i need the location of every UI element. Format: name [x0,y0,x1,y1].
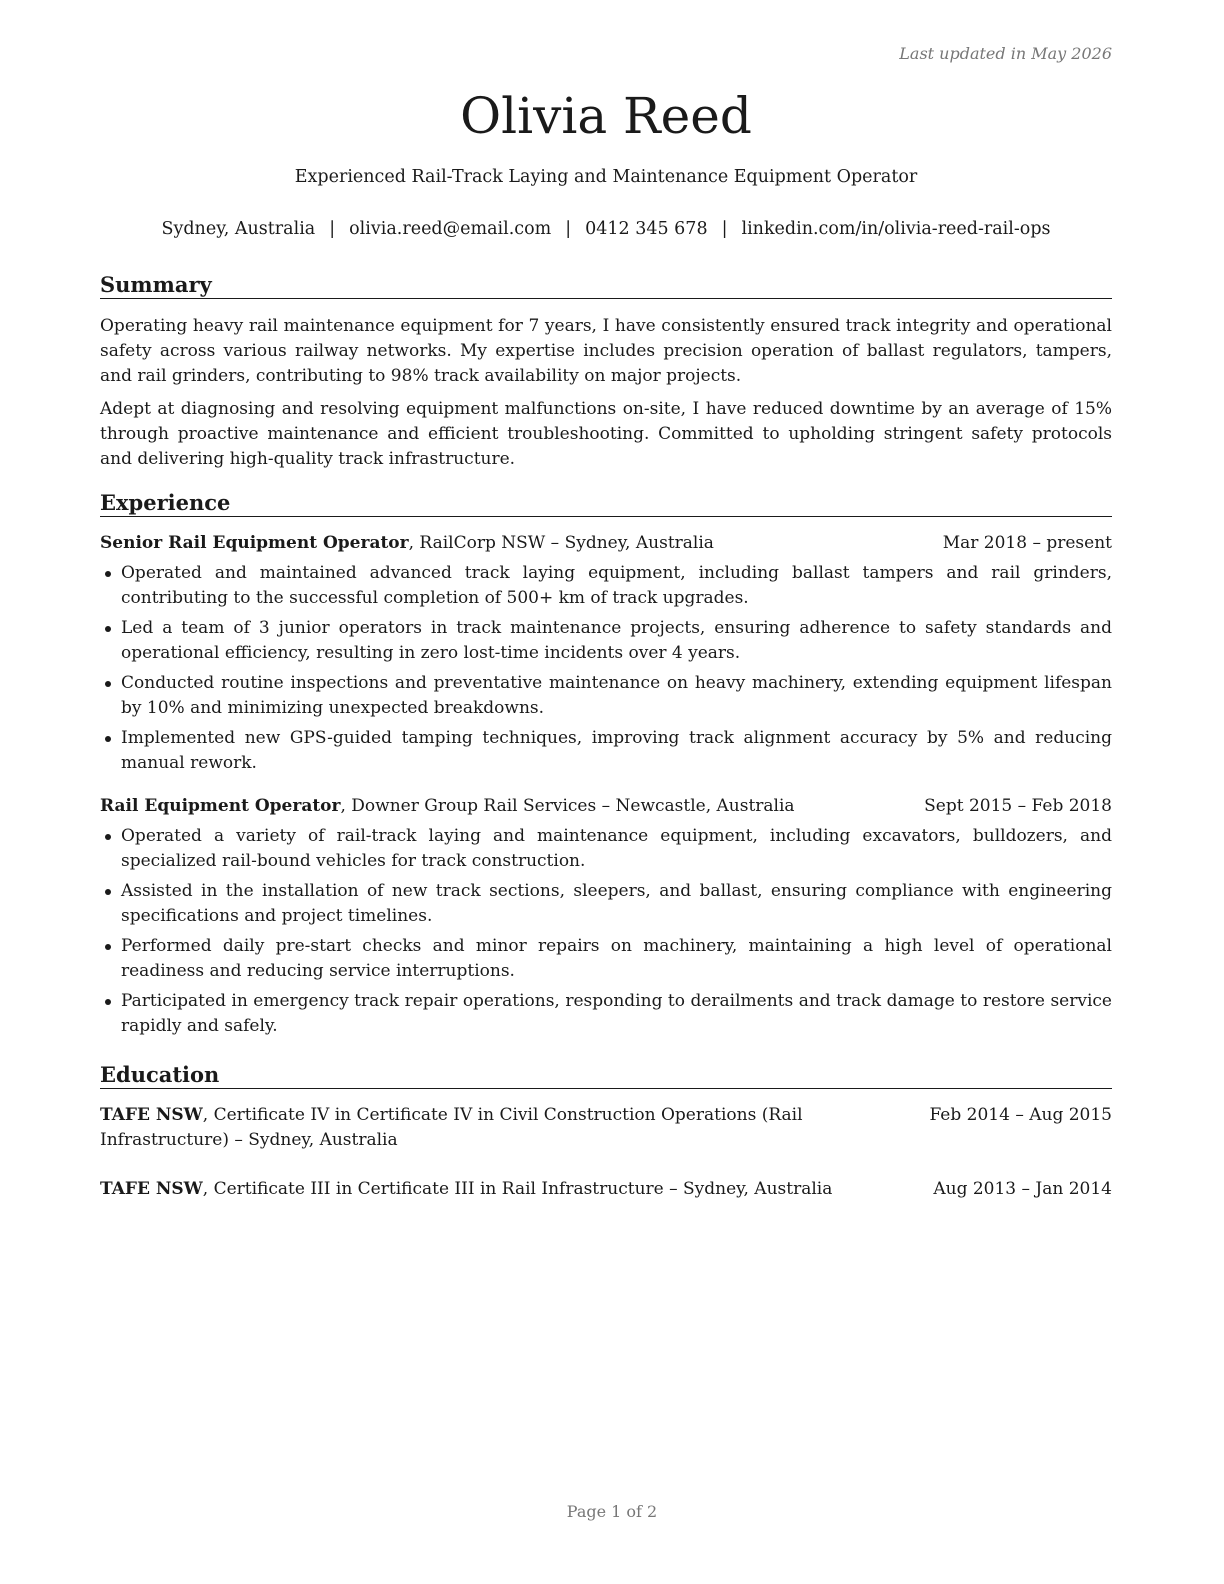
summary-section [100,272,1112,472]
contact-separator: | [329,219,336,239]
education-dates: Feb 2014 – Aug 2015 [929,1105,1112,1125]
bullet-dot-icon [105,626,111,632]
job-role: Rail Equipment Operator [100,796,341,816]
education-detail: , Certificate III in Certificate III in Rail Infrastructure – Sydney, Australia [202,1179,833,1199]
candidate-headline: Experienced Rail-Track Laying and Maintenance Equipment Operator [294,167,918,187]
bullet-dot-icon [105,571,111,577]
job-role: Senior Rail Equipment Operator [100,533,409,553]
bullet-item [100,824,1112,874]
contact-email[interactable]: olivia.reed@email.com [349,219,552,239]
contact-line [100,219,1112,239]
contact-location: Sydney, Australia [161,219,316,239]
section-title-experience: Experience [100,490,1112,517]
job-entry [100,794,1112,1039]
page-number: Page 1 of 2 [566,1502,658,1521]
contact-linkedin[interactable]: linkedin.com/in/olivia-reed-rail-ops [741,219,1051,239]
bullet-dot-icon [105,889,111,895]
job-header [100,794,1112,819]
bullet-item [100,934,1112,984]
education-school: TAFE NSW [100,1105,203,1125]
last-updated-note: Last updated in May 2026 [899,44,1112,63]
job-dates: Sept 2015 – Feb 2018 [924,796,1112,816]
job-dates: Mar 2018 – present [942,533,1112,553]
job-bullets [100,561,1112,776]
section-title-summary: Summary [100,272,1112,299]
bullet-text: Performed daily pre-start checks and minor repairs on machinery, maintaining a high level of operational readiness and reducing service interruptions. [121,936,1112,981]
job-entry [100,531,1112,776]
bullet-text: Led a team of 3 junior operators in track maintenance projects, ensuring adherence to safety standards and operational efficiency, resulting in zero lost-time incidents over 4 years. [121,618,1112,663]
section-title-education: Education [100,1062,1112,1089]
bullet-text: Participated in emergency track repair operations, responding to derailments and track damage to restore service rapidly and safely. [121,991,1112,1036]
bullet-item [100,616,1112,666]
bullet-dot-icon [105,736,111,742]
bullet-text: Implemented new GPS-guided tamping techniques, improving track alignment accuracy by 5% and reducing manual rework. [121,728,1112,773]
bullet-text: Assisted in the installation of new track sections, sleepers, and ballast, ensuring compliance with engineering specifications and project timelines. [121,881,1112,926]
experience-section [100,490,1112,1039]
summary-paragraph: Operating heavy rail maintenance equipment for 7 years, I have consistently ensured track integrity and operational safety across various railway networks. My expertise includes precision operation of ballast regulators, tampers, and rail grinders, contributing to 98% track availability on major projects. [100,316,1112,386]
bullet-dot-icon [105,681,111,687]
job-organization: , RailCorp NSW – Sydney, Australia [408,533,714,553]
bullet-dot-icon [105,944,111,950]
contact-phone[interactable]: 0412 345 678 [585,219,708,239]
contact-separator: | [565,219,572,239]
bullet-item [100,726,1112,776]
bullet-text: Operated and maintained advanced track laying equipment, including ballast tampers and rail grinders, contributing to the successful completion of 500+ km of track upgrades. [121,563,1112,608]
education-entry [100,1177,1112,1202]
bullet-dot-icon [105,999,111,1005]
education-entry [100,1103,1112,1153]
candidate-name: Olivia Reed [460,87,752,145]
bullet-text: Conducted routine inspections and preventative maintenance on heavy machinery, extending equipment lifespan by 10% and minimizing unexpected breakdowns. [121,673,1112,718]
bullet-item [100,561,1112,611]
contact-separator: | [721,219,728,239]
summary-paragraph: Adept at diagnosing and resolving equipment malfunctions on-site, I have reduced downtime by an average of 15% through proactive maintenance and efficient troubleshooting. Committed to upholding stringent safety protocols and delivering high-quality track infrastructure. [100,399,1112,469]
education-school: TAFE NSW [100,1179,203,1199]
bullet-item [100,671,1112,721]
education-detail: , Certificate IV in Certificate IV in Civil Construction Operations (Rail Infrastructure) – Sydney, Australia [100,1105,803,1150]
bullet-item [100,879,1112,929]
education-section [100,1062,1112,1202]
bullet-text: Operated a variety of rail-track laying and maintenance equipment, including excavators, bulldozers, and specialized rail-bound vehicles for track construction. [121,826,1112,871]
bullet-item [100,989,1112,1039]
bullet-dot-icon [105,834,111,840]
education-dates: Aug 2013 – Jan 2014 [933,1179,1112,1199]
job-header [100,531,1112,556]
job-bullets [100,824,1112,1039]
job-organization: , Downer Group Rail Services – Newcastle, Australia [340,796,795,816]
